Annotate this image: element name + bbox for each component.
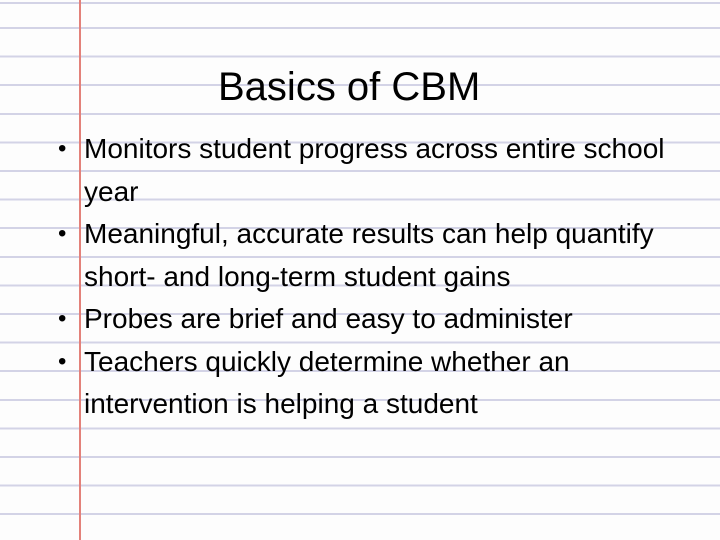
slide-title: Basics of CBM [218,65,481,109]
bullet-item [58,128,708,213]
bullet-text: Monitors student progress across entire school year [84,133,665,207]
bullet-icon: • [58,220,67,247]
bullet-text: Teachers quickly determine whether an intervention is helping a student [84,345,570,419]
bullet-icon: • [58,347,67,375]
bullet-list [58,128,708,426]
bullet-icon: • [58,135,67,162]
bullet-item [58,341,708,426]
bullet-text: Probes are brief and easy to administer [84,303,573,334]
bullet-icon: • [58,305,67,332]
bullet-item [58,213,708,298]
bullet-text: Meaningful, accurate results can help quantify short- and long-term student gains [84,218,654,292]
bullet-item [58,298,708,341]
